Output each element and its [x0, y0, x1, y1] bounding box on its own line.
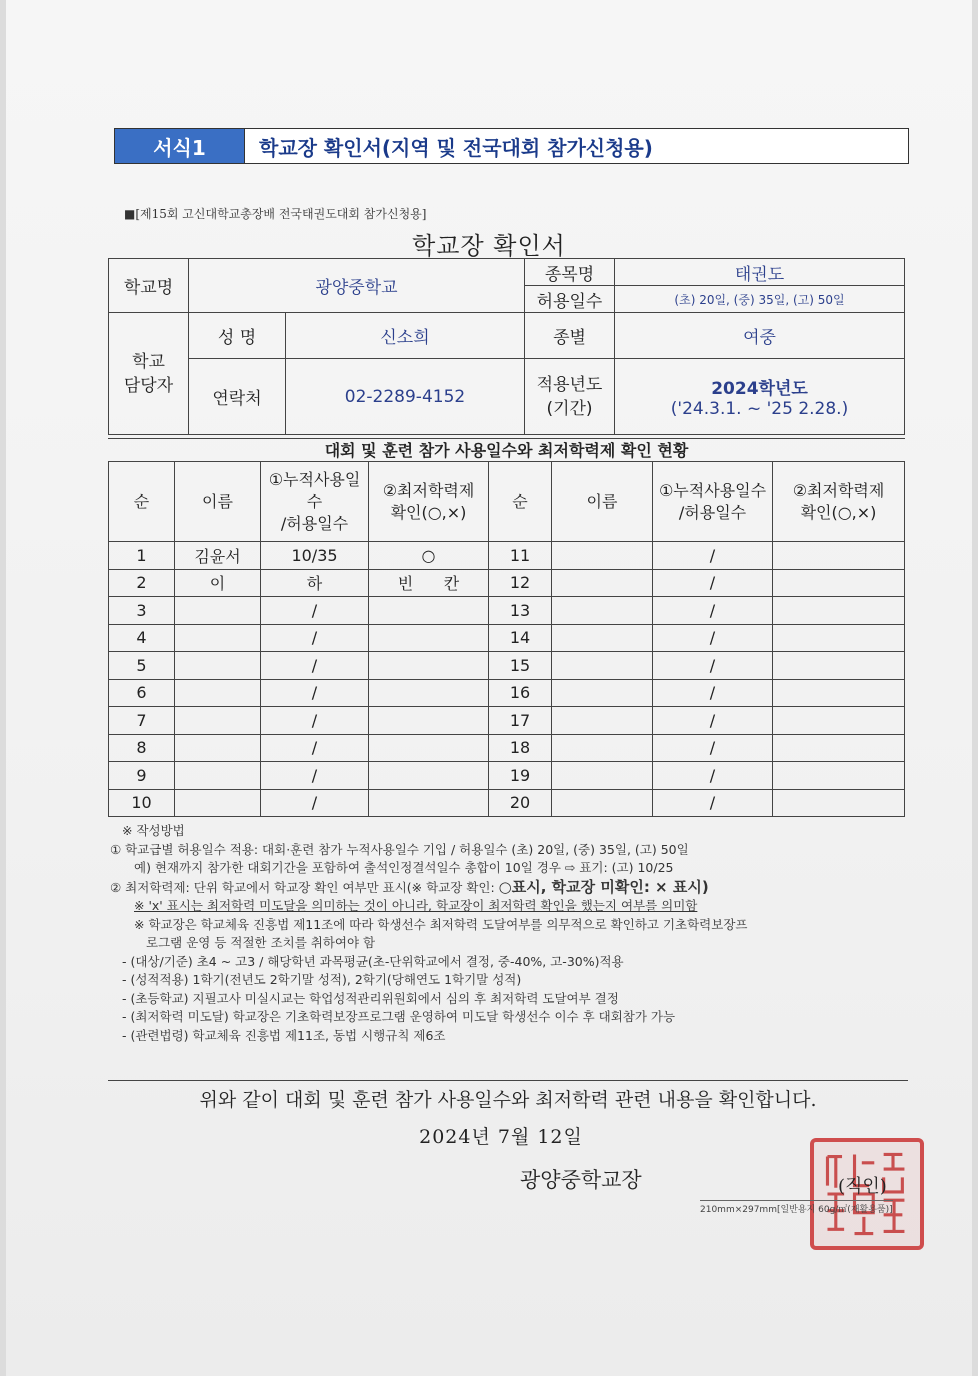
row-days: /	[261, 789, 369, 817]
row-days: /	[653, 652, 773, 680]
row-name	[552, 624, 653, 652]
row-name	[175, 624, 261, 652]
row-days: /	[261, 679, 369, 707]
contact-label: 연락처	[189, 359, 286, 435]
row-no: 17	[489, 707, 552, 735]
col-min: ②최저학력제 확인(○,×)	[369, 462, 489, 542]
note-3: ※ 'x' 표시는 최저학력 미도달을 의미하는 것이 아니라, 학교장이 최저학력 확인을 했는지 여부를 의미함	[134, 898, 698, 913]
row-days: /	[261, 624, 369, 652]
row-name	[175, 652, 261, 680]
allowed-label: 허용일수	[525, 286, 615, 313]
table-row	[109, 597, 905, 625]
confirm-statement: 위와 같이 대회 및 훈련 참가 사용일수와 최저학력 관련 내용을 확인합니다.	[108, 1080, 908, 1112]
row-days: /	[261, 707, 369, 735]
row-no: 10	[109, 789, 175, 817]
year-period: ('24.3.1. ~ '25 2.28.)	[670, 399, 849, 419]
row-name	[552, 597, 653, 625]
row-no: 14	[489, 624, 552, 652]
form-header-title: 학교장 확인서(지역 및 전국대회 참가신청용)	[259, 135, 653, 160]
row-no: 3	[109, 597, 175, 625]
table-row	[109, 679, 905, 707]
row-min	[369, 734, 489, 762]
row-no: 5	[109, 652, 175, 680]
note-1b: 예) 현재까지 참가한 대회기간을 포함하여 출석인정결석일수 총합이 10일 경우 ⇨ 표기: (고) 10/25	[134, 860, 674, 875]
note-2	[110, 878, 910, 898]
row-min	[773, 762, 905, 790]
note-4b: 로그램 운영 등 적절한 조치를 취하여야 함	[146, 935, 376, 950]
row-days: /	[653, 707, 773, 735]
row-min	[369, 624, 489, 652]
row-days: /	[653, 569, 773, 597]
row-min	[773, 789, 905, 817]
row-no: 12	[489, 569, 552, 597]
row-min: 빈 칸	[369, 569, 489, 597]
row-no: 15	[489, 652, 552, 680]
notes-head: ※ 작성방법	[122, 823, 185, 838]
row-name	[552, 569, 653, 597]
row-name	[552, 707, 653, 735]
note-9: - (관련법령) 학교체육 진흥법 제11조, 동법 시행규칙 제6조	[122, 1027, 446, 1043]
row-no: 6	[109, 679, 175, 707]
row-min	[773, 542, 905, 570]
note-6: - (성적적용) 1학기(전년도 2학기말 성적), 2학기(당해연도 1학기말 성적)	[122, 972, 522, 987]
row-name	[552, 789, 653, 817]
table-row	[109, 762, 905, 790]
row-min	[773, 569, 905, 597]
row-name	[175, 679, 261, 707]
form-header	[114, 128, 909, 164]
row-days: /	[653, 597, 773, 625]
participation-table	[108, 461, 905, 817]
row-name	[552, 762, 653, 790]
row-days: 하	[261, 569, 369, 597]
row-no: 1	[109, 542, 175, 570]
row-days: /	[653, 542, 773, 570]
form-number-label: 서식1	[115, 129, 245, 163]
name-value: 신소희	[286, 313, 525, 359]
school-value: 광양중학교	[189, 259, 525, 313]
row-days: /	[653, 789, 773, 817]
row-name	[175, 789, 261, 817]
row-days: /	[261, 652, 369, 680]
table-row	[109, 734, 905, 762]
event-note: ■[제15회 고신대학교총장배 전국태권도대회 참가신청용]	[124, 207, 427, 221]
row-name	[552, 734, 653, 762]
row-no: 4	[109, 624, 175, 652]
row-name	[552, 679, 653, 707]
row-min	[369, 597, 489, 625]
note-8: - (최저학력 미도달) 학교장은 기초학력보장프로그램 운영하여 미도달 학생선수 이수 후 대회참가 가능	[122, 1009, 676, 1024]
contact-value: 02-2289-4152	[286, 359, 525, 435]
col-name-2: 이름	[552, 462, 653, 542]
row-name	[175, 734, 261, 762]
info-table	[108, 258, 905, 435]
note-2a: ② 최저학력제: 단위 학교에서 학교장 확인 여부만 표시(※ 학교장 확인:	[110, 879, 499, 895]
event-label: 종목명	[525, 259, 615, 286]
table-row	[109, 569, 905, 597]
row-no: 20	[489, 789, 552, 817]
name-label: 성 명	[189, 313, 286, 359]
table-row	[109, 789, 905, 817]
row-name: 이	[175, 569, 261, 597]
manager-label: 학교 담당자	[109, 313, 189, 435]
paper-spec: 210mm×297mm[일반용지 60g/㎡(재활용품)]	[700, 1200, 893, 1215]
row-min: ○	[369, 542, 489, 570]
row-min	[773, 652, 905, 680]
row-no: 7	[109, 707, 175, 735]
row-days: /	[653, 624, 773, 652]
row-no: 19	[489, 762, 552, 790]
row-no: 11	[489, 542, 552, 570]
row-no: 9	[109, 762, 175, 790]
col-days-2: ①누적사용일수 /허용일수	[653, 462, 773, 542]
row-days: /	[653, 734, 773, 762]
year-value: 2024학년도	[711, 379, 808, 399]
row-no: 13	[489, 597, 552, 625]
section-title: 대회 및 훈련 참가 사용일수와 최저학력제 확인 현황	[108, 438, 905, 462]
table-row	[109, 707, 905, 735]
year-cell	[615, 359, 905, 435]
document-title: 학교장 확인서	[412, 232, 566, 260]
col-days: ①누적사용일수 /허용일수	[261, 462, 369, 542]
gender-label: 종별	[525, 313, 615, 359]
row-min	[369, 652, 489, 680]
row-days: /	[261, 597, 369, 625]
row-min	[773, 624, 905, 652]
note-4: ※ 학교장은 학교체육 진흥법 제11조에 따라 학생선수 최저학력 도달여부를 의무적으로 확인하고 기초학력보장프	[134, 916, 748, 932]
note-2b: ○표시, 학교장 미확인: × 표시)	[498, 877, 709, 896]
row-name	[175, 762, 261, 790]
row-days: /	[261, 762, 369, 790]
col-name: 이름	[175, 462, 261, 542]
row-name: 김윤서	[175, 542, 261, 570]
table-row	[109, 652, 905, 680]
note-5: - (대상/기준) 초4 ~ 고3 / 해당학년 과목평균(초-단위학교에서 결정, 중-40%, 고-30%)적용	[122, 953, 624, 969]
row-no: 16	[489, 679, 552, 707]
row-min	[773, 707, 905, 735]
allowed-value: (초) 20일, (중) 35일, (고) 50일	[615, 286, 905, 313]
row-days: /	[653, 679, 773, 707]
row-min	[369, 679, 489, 707]
row-min	[773, 679, 905, 707]
instructions	[110, 822, 910, 1045]
col-no: 순	[109, 462, 175, 542]
row-min	[773, 734, 905, 762]
gender-value: 여중	[615, 313, 905, 359]
event-value: 태권도	[615, 259, 905, 286]
table-row	[109, 542, 905, 570]
row-name	[552, 652, 653, 680]
col-min-2: ②최저학력제 확인(○,×)	[773, 462, 905, 542]
principal-name: 광양중학교장	[520, 1168, 642, 1192]
row-name	[552, 542, 653, 570]
paper-sheet	[6, 0, 972, 1376]
row-name	[175, 597, 261, 625]
sign-date: 2024년 7월 12일	[419, 1126, 583, 1148]
note-1: ① 학교급별 허용일수 적용: 대회·훈련 참가 누적사용일수 기입 / 허용일수 (초) 20일, (중) 35일, (고) 50일	[110, 841, 689, 857]
year-label: 적용년도 (기간)	[525, 359, 615, 435]
row-min	[369, 707, 489, 735]
row-no: 2	[109, 569, 175, 597]
row-min	[773, 597, 905, 625]
row-days: /	[653, 762, 773, 790]
row-no: 18	[489, 734, 552, 762]
row-no: 8	[109, 734, 175, 762]
row-min	[369, 762, 489, 790]
seal-label: (직인)	[838, 1176, 887, 1197]
row-days: 10/35	[261, 542, 369, 570]
note-7: - (초등학교) 지필고사 미실시교는 학업성적관리위원회에서 심의 후 최저학력 도달여부 결정	[122, 990, 619, 1006]
row-min	[369, 789, 489, 817]
school-label: 학교명	[109, 259, 189, 313]
table-row	[109, 624, 905, 652]
row-days: /	[261, 734, 369, 762]
col-no-2: 순	[489, 462, 552, 542]
row-name	[175, 707, 261, 735]
